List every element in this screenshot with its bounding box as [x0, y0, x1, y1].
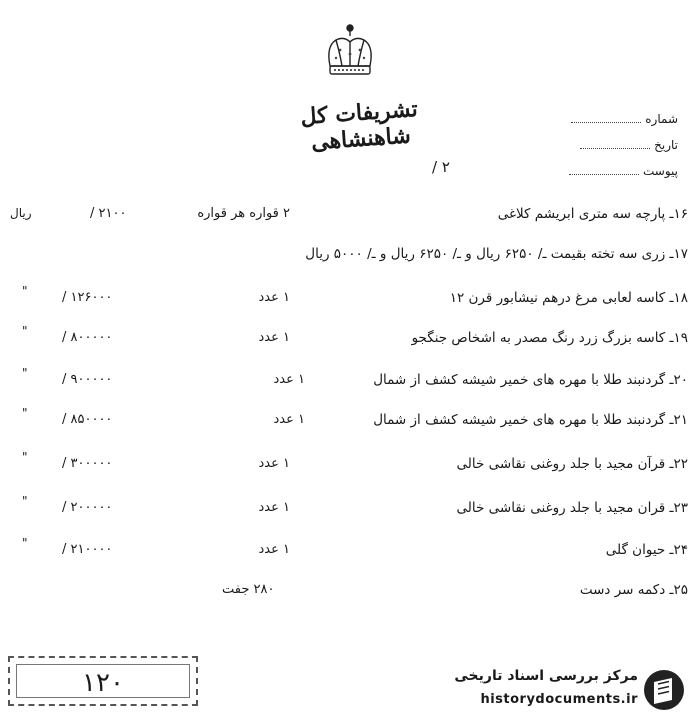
item-price: ۳۰۰۰۰۰ /: [62, 456, 113, 471]
item-price: ۸۵۰۰۰۰ /: [62, 412, 113, 427]
item-description: ۲۱ـ گردنبند طلا با مهره های خمیر شیشه کشف از شمال: [373, 412, 688, 428]
item-price: ۱۲۶۰۰۰ /: [62, 290, 113, 305]
item-quantity: ۱ عدد: [258, 330, 290, 345]
stamp-number: ۱۲۰: [16, 664, 190, 698]
item-description: ۲۵ـ دکمه سر دست: [579, 582, 688, 598]
item-description: ۱۹ـ کاسه بزرگ زرد رنگ مصدر به اشخاص جنگجو: [411, 330, 688, 346]
number-label: شماره: [645, 112, 678, 126]
item-price: ۸۰۰۰۰۰ /: [62, 330, 113, 345]
ditto-mark: ": [22, 536, 28, 550]
archive-stamp: [8, 656, 198, 706]
page-number: ۲ /: [432, 158, 450, 176]
item-quantity: ۱ عدد: [258, 500, 290, 515]
ditto-mark: ": [22, 406, 28, 420]
item-description: ۲۴ـ حیوان گلی: [605, 542, 688, 558]
item-description: ۲۰ـ گردنبند طلا با مهره های خمیر شیشه کشف از شمال: [373, 372, 688, 388]
watermark-org-name: مرکز بررسی اسناد تاریخی: [454, 668, 638, 684]
item-description: ۲۲ـ قرآن مجید با جلد روغنی نقاشی خالی: [456, 456, 688, 472]
item-unit: ریال: [10, 206, 32, 220]
item-description: ۱۸ـ کاسه لعابی مرغ درهم نیشابور قرن ۱۲: [449, 290, 688, 306]
number-field: [548, 112, 678, 126]
office-title: تشریفات کل شاهنشاهی: [299, 95, 419, 156]
item-quantity: ۲ قواره هر قواره: [197, 206, 290, 221]
ditto-mark: ": [22, 450, 28, 464]
item-description: ۲۳ـ قران مجید با جلد روغنی نقاشی خالی: [456, 500, 688, 516]
attachment-field: [548, 164, 678, 178]
item-quantity: ۱ عدد: [273, 412, 305, 427]
item-price: ۲۱۰۰۰۰ /: [62, 542, 113, 557]
item-quantity: ۱ عدد: [258, 290, 290, 305]
ditto-mark: ": [22, 366, 28, 380]
crown-emblem-icon: [322, 22, 378, 84]
item-quantity: ۱ عدد: [258, 456, 290, 471]
item-quantity: ۱ عدد: [273, 372, 305, 387]
watermark-url: historydocuments.ir: [480, 692, 638, 707]
item-quantity: ۱ عدد: [258, 542, 290, 557]
ditto-mark: ": [22, 324, 28, 338]
item-price: ۲۱۰۰ /: [90, 206, 127, 221]
item-price: ۲۸۰ جفت: [222, 582, 275, 597]
ditto-mark: ": [22, 494, 28, 508]
date-field: [548, 138, 678, 152]
item-price: ۲۰۰۰۰۰ /: [62, 500, 113, 515]
archive-logo-icon: [642, 668, 686, 712]
item-price: ۹۰۰۰۰۰ /: [62, 372, 113, 387]
attachment-label: پیوست: [643, 164, 678, 178]
date-label: تاریخ: [654, 138, 678, 152]
item-description: ۱۶ـ پارچه سه متری ابریشم کلاغی: [497, 206, 688, 222]
item-description: ۱۷ـ زری سه تخته بقیمت ـ/ ۶۲۵۰ ریال و ـ/ ۶۲۵۰ ریال و ـ/ ۵۰۰۰ ریال: [305, 246, 688, 262]
ditto-mark: ": [22, 284, 28, 298]
